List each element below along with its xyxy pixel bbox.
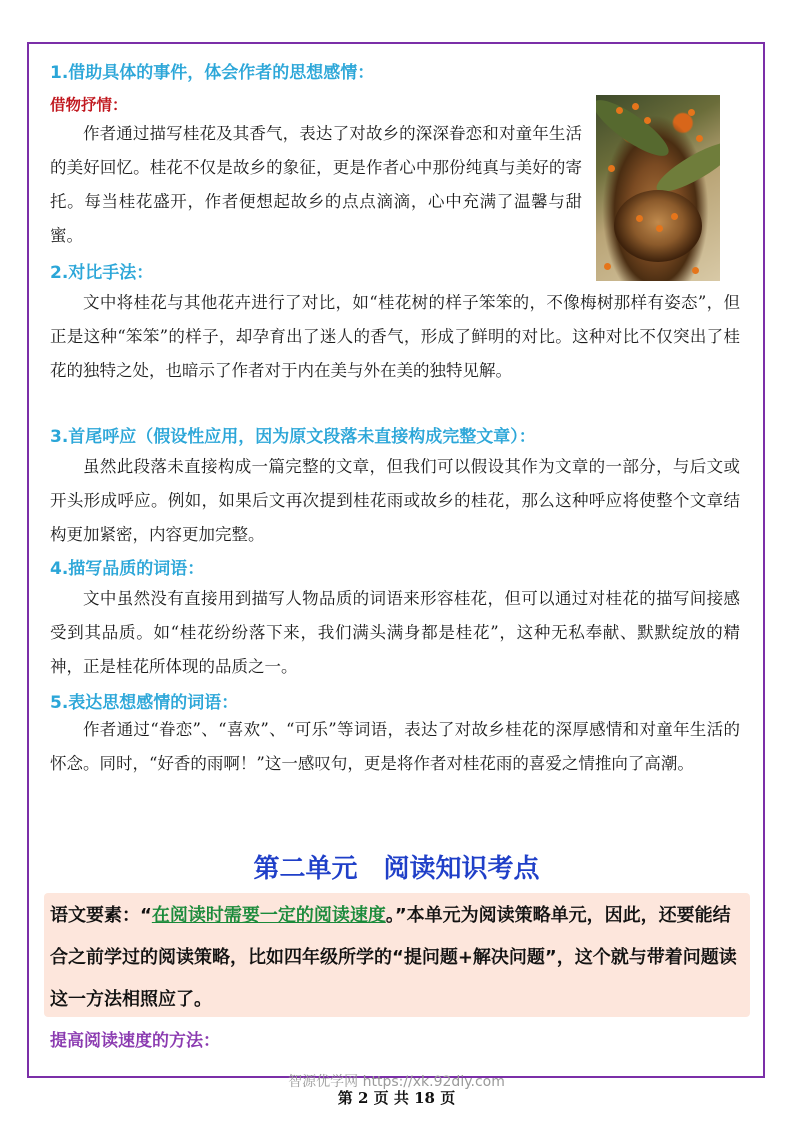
section-2-paragraph: 文中将桂花与其他花卉进行了对比，如“桂花树的样子笨笨的，不像梅树那样有姿态”，但正是这种“笨笨”的样子，却孕育出了迷人的香气，形成了鲜明的对比。这种对比不仅突出了桂花的独特之处，也暗示了作者对于内在美与外在美的独特见解。: [50, 293, 740, 380]
section-4-paragraph: 文中虽然没有直接用到描写人物品质的词语来形容桂花，但可以通过对桂花的描写间接感受到其品质。如“桂花纷纷落下来，我们满头满身都是桂花”，这种无私奉献、默默绽放的精神，正是桂花所体现的品质之一。: [50, 589, 740, 676]
unit-title: 第二单元 阅读知识考点: [253, 854, 540, 884]
osmanthus-tea-photo: [596, 95, 720, 281]
section-5-heading: 5.表达思想感情的词语：: [50, 693, 239, 713]
section-3-heading: 3.首尾呼应（假设性应用，因为原文段落未直接构成完整文章）：: [50, 427, 536, 447]
elements-paragraph: [50, 895, 740, 1021]
quote-open: “: [140, 905, 152, 926]
elements-rest: 。”本单元为阅读策略单元，因此，还要能结合之前学过的阅读策略，比如四年级所学的“提问题+解决问题”，这个就与带着问题读这一方法相照应了。: [50, 905, 737, 1010]
elements-label: 语文要素：: [50, 905, 140, 926]
elements-highlight: 在阅读时需要一定的阅读速度: [151, 905, 386, 926]
section-1-paragraph: 作者通过描写桂花及其香气，表达了对故乡的深深眷恋和对童年生活的美好回忆。桂花不仅是故乡的象征，更是作者心中那份纯真与美好的寄托。每当桂花盛开，作者便想起故乡的点点滴滴，心中充满了温馨与甜蜜。: [50, 124, 582, 245]
section-4-heading: 4.描写品质的词语：: [50, 559, 205, 579]
watermark: 智源优学网 https://xk.92diy.com: [288, 1074, 505, 1090]
section-2-heading: 2.对比手法：: [50, 263, 154, 283]
method-heading: 提高阅读速度的方法：: [50, 1031, 220, 1051]
section-5-paragraph: 作者通过“眷恋”、“喜欢”、“可乐”等词语，表达了对故乡桂花的深厚感情和对童年生活的怀念。同时，“好香的雨啊！”这一感叹句，更是将作者对桂花雨的喜爱之情推向了高潮。: [50, 720, 740, 773]
section-3-paragraph: 虽然此段落未直接构成一篇完整的文章，但我们可以假设其作为文章的一部分，与后文或开头形成呼应。例如，如果后文再次提到桂花雨或故乡的桂花，那么这种呼应将使整个文章结构更加紧密，内容更加完整。: [50, 457, 740, 544]
section-1-subheading: 借物抒情：: [50, 96, 128, 114]
page-footer: 第 2 页 共 18 页: [337, 1089, 456, 1107]
section-1-heading: 1.借助具体的事件，体会作者的思想感情：: [50, 63, 375, 83]
